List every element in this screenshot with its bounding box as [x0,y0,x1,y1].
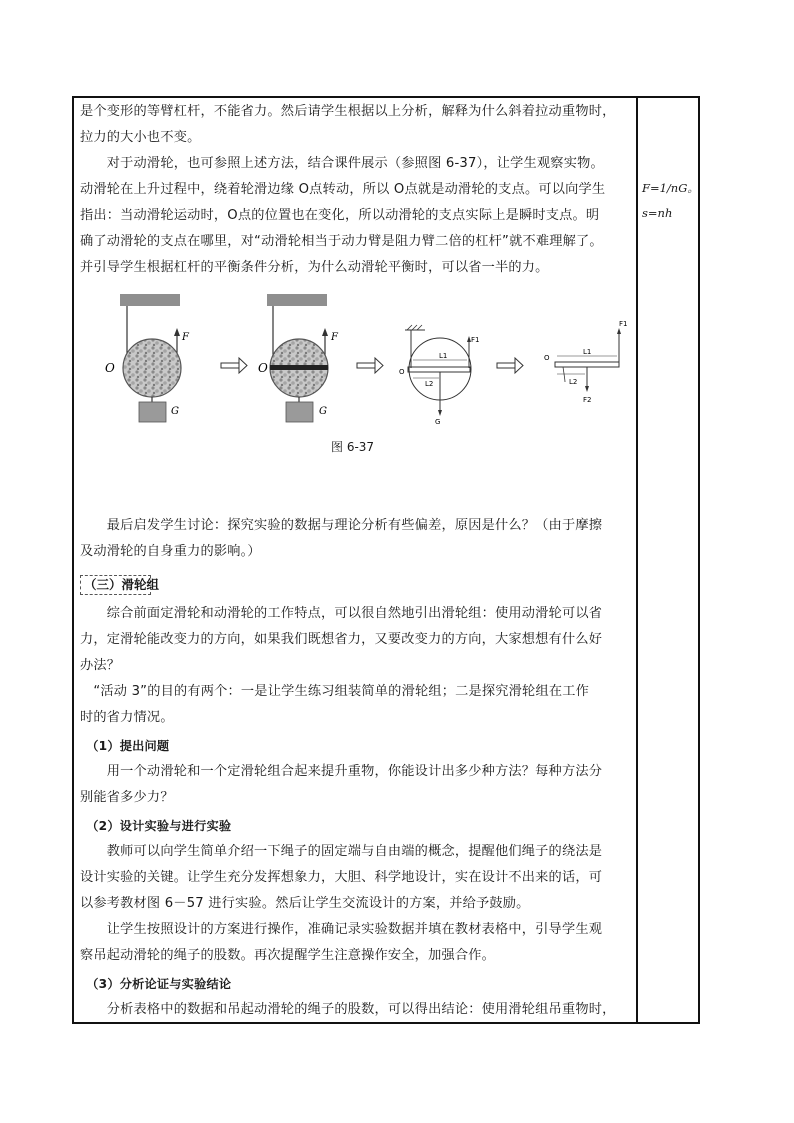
label-F: F [182,332,189,343]
text-line: 教师可以向学生简单介绍一下绳子的固定端与自由端的概念，提醒他们绳子的绕法是 [80,844,603,859]
arrow-right-icon [497,358,523,373]
text-line: 力，定滑轮能改变力的方向，如果我们既想省力，又要改变力的方向，大家想想有什么好 [80,632,603,647]
arrow-right-icon [221,358,247,373]
label-O: O [105,361,115,375]
label-F2: F2 [583,396,592,404]
text-line: 综合前面定滑轮和动滑轮的工作特点，可以很自然地引出滑轮组：使用动滑轮可以省 [80,606,603,621]
text-line: 分析表格中的数据和吊起动滑轮的绳子的股数，可以得出结论：使用滑轮组吊重物时， [80,1002,616,1017]
section-title: （三）滑轮组 [84,577,160,592]
text-line: 让学生按照设计的方案进行操作，准确记录实验数据并填在教材表格中，引导学生观 [80,922,603,937]
formula-distance: s=nh [642,206,673,220]
text-line: 并引导学生根据杠杆的平衡条件分析，为什么动滑轮平衡时，可以省一半的力。 [80,260,549,275]
text-line: 以参考教材图 6－57 进行实验。然后让学生交流设计的方案，并给予鼓励。 [80,896,530,911]
label-F1: F1 [619,320,628,328]
subheading: （1）提出问题 [80,739,170,753]
text-line: 别能省多少力？ [80,790,174,805]
text-line: 及动滑轮的自身重力的影响。） [80,544,261,559]
label-O: O [399,368,405,376]
subheading: （3）分析论证与实验结论 [80,977,232,991]
text-line: 动滑轮在上升过程中，绕着轮滑边缘 O点转动，所以 O点就是动滑轮的支点。可以向学生 [80,182,606,197]
text-line: 对于动滑轮，也可参照上述方法，结合课件展示（参照图 6-37），让学生观察实物。 [80,156,604,171]
text-line: 时的省力情况。 [80,710,174,725]
label-O: O [258,361,268,375]
text-line: 用一个动滑轮和一个定滑轮组合起来提升重物，你能设计出多少种方法？每种方法分 [80,764,603,779]
label-F: F [331,332,338,343]
figure-caption: 图 6-37 [331,440,375,454]
label-G: G [435,418,441,426]
arrow-right-icon [357,358,383,373]
table-bottom-border [636,1022,700,1024]
label-O: O [544,354,550,362]
pulley-photo-1 [105,294,190,422]
text-line: 察吊起动滑轮的绳子的股数。再次提醒学生注意操作安全，加强合作。 [80,948,496,963]
label-G: G [319,406,327,417]
text-line: 指出：当动滑轮运动时，O点的位置也在变化，所以动滑轮的支点实际上是瞬时支点。明 [80,208,600,223]
formula-force: F=1/nG。 [642,181,699,195]
lever-diagram [544,320,627,404]
label-L1: L1 [583,348,592,356]
label-G: G [171,406,179,417]
label-L2: L2 [425,380,434,388]
label-L1: L1 [439,352,448,360]
pulley-photo-2 [258,294,339,422]
table-right-border [698,96,700,1024]
figure-6-37 [95,290,635,440]
column-divider [636,96,638,1024]
label-F1: F1 [471,336,480,344]
pulley-lever-diagram [399,325,479,426]
text-line: 设计实验的关键。让学生充分发挥想象力，大胆、科学地设计，实在设计不出来的话，可 [80,870,603,885]
text-line: 拉力的大小也不变。 [80,130,201,145]
table-top-border [636,96,700,98]
text-line: 最后启发学生讨论：探究实验的数据与理论分析有些偏差，原因是什么？（由于摩擦 [80,518,603,533]
text-line: “活动 3”的目的有两个：一是让学生练习组装简单的滑轮组；二是探究滑轮组在工作 [80,684,589,699]
subheading: （2）设计实验与进行实验 [80,819,232,833]
text-line: 办法？ [80,658,121,673]
text-line: 是个变形的等臂杠杆，不能省力。然后请学生根据以上分析，解释为什么斜着拉动重物时， [80,104,616,119]
label-L2: L2 [569,378,578,386]
text-line: 确了动滑轮的支点在哪里，对“动滑轮相当于动力臂是阻力臂二倍的杠杆”就不难理解了。 [80,234,603,249]
